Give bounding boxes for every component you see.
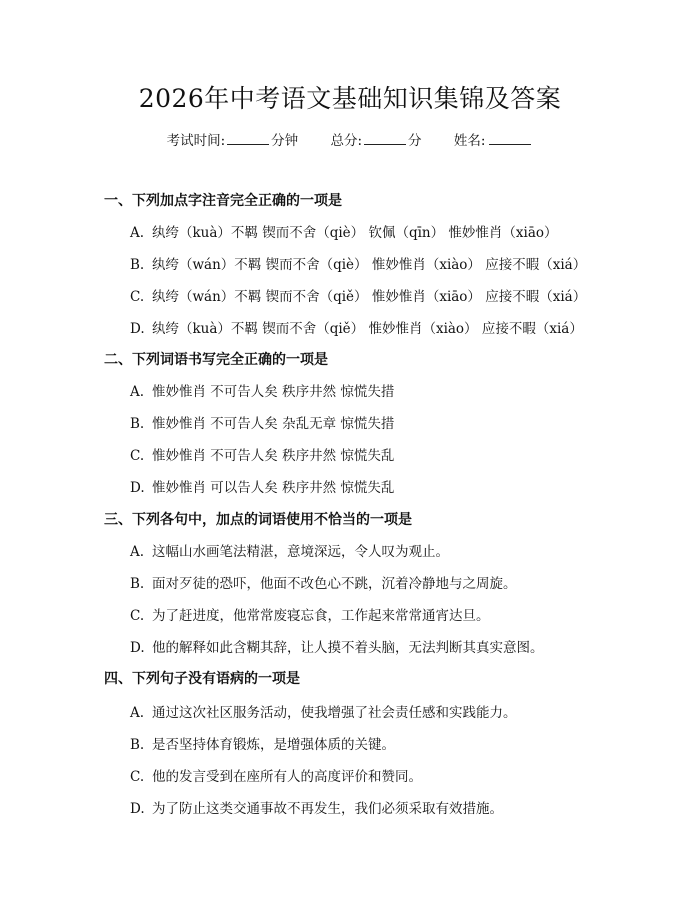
option-item — [130, 287, 586, 307]
exam-time — [167, 131, 299, 151]
option-letter: B. — [130, 576, 145, 592]
option-letter: D. — [130, 640, 145, 656]
time-blank — [227, 132, 269, 145]
question-title: 三、下列各句中，加点的词语使用不恰当的一项是 — [104, 512, 412, 528]
time-label: 考试时间: — [166, 133, 226, 149]
name-blank — [489, 132, 531, 145]
option-item — [130, 542, 449, 562]
page-title: 2026年中考语文基础知识集锦及答案 — [138, 84, 562, 113]
option-text: 纨绔（kuà）不羁 锲而不舍（qiè） 钦佩（qīn） 惟妙惟肖（xiāo） — [152, 225, 558, 241]
option-letter: A. — [130, 544, 145, 560]
question-title: 二、下列词语书写完全正确的一项是 — [104, 352, 328, 368]
score-label: 总分: — [330, 133, 363, 149]
option-text: 他的解释如此含糊其辞，让人摸不着头脑，无法判断其真实意图。 — [152, 640, 544, 656]
option-text: 纨绔（wán）不羁 锲而不舍（qiě） 惟妙惟肖（xiāo） 应接不暇（xiá） — [152, 289, 587, 305]
option-text: 面对歹徒的恐吓，他面不改色心不跳，沉着冷静地与之周旋。 — [152, 576, 517, 592]
score-blank — [364, 132, 406, 145]
option-item — [130, 703, 517, 723]
option-text: 为了防止这类交通事故不再发生，我们必须采取有效措施。 — [152, 801, 503, 817]
option-item — [130, 319, 583, 339]
option-letter: B. — [130, 257, 145, 273]
option-text: 纨绔（kuà）不羁 锲而不舍（qiě） 惟妙惟肖（xiào） 应接不暇（xiá） — [152, 321, 583, 337]
option-text: 惟妙惟肖 不可告人矣 秩序井然 惊慌失措 — [152, 384, 395, 400]
option-item — [130, 446, 394, 466]
option-item — [130, 382, 394, 402]
option-text: 惟妙惟肖 可以告人矣 秩序井然 惊慌失乱 — [152, 480, 395, 496]
option-item — [130, 574, 517, 594]
option-letter: C. — [130, 608, 145, 624]
option-text: 通过这次社区服务活动，使我增强了社会责任感和实践能力。 — [152, 705, 517, 721]
exam-meta — [0, 131, 700, 151]
option-text: 为了赶进度，他常常废寝忘食，工作起来常常通宵达旦。 — [152, 608, 490, 624]
option-item — [130, 478, 394, 498]
option-letter: B. — [130, 737, 145, 753]
option-letter: D. — [130, 321, 145, 337]
option-letter: D. — [130, 801, 145, 817]
option-item — [130, 799, 503, 819]
name-label: 姓名: — [453, 133, 486, 149]
total-score — [330, 131, 421, 151]
option-item — [130, 735, 395, 755]
option-text: 纨绔（wán）不羁 锲而不舍（qiè） 惟妙惟肖（xiào） 应接不暇（xiá） — [152, 257, 587, 273]
option-letter: B. — [130, 416, 145, 432]
option-letter: C. — [130, 769, 145, 785]
question-title: 四、下列句子没有语病的一项是 — [104, 671, 300, 687]
option-item — [130, 767, 422, 787]
option-text: 惟妙惟肖 不可告人矣 秩序井然 惊慌失乱 — [152, 448, 395, 464]
option-text: 他的发言受到在座所有人的高度评价和赞同。 — [152, 769, 422, 785]
option-letter: A. — [130, 225, 145, 241]
option-item — [130, 255, 586, 275]
score-unit: 分 — [408, 133, 422, 149]
option-item — [130, 638, 544, 658]
option-letter: A. — [130, 384, 145, 400]
time-unit: 分钟 — [271, 133, 299, 149]
option-text: 是否坚持体育锻炼，是增强体质的关键。 — [152, 737, 395, 753]
question-title: 一、下列加点字注音完全正确的一项是 — [104, 193, 342, 209]
option-item — [130, 414, 394, 434]
option-text: 惟妙惟肖 不可告人矣 杂乱无章 惊慌失措 — [152, 416, 395, 432]
student-name — [454, 131, 534, 151]
option-letter: C. — [130, 289, 145, 305]
option-letter: C. — [130, 448, 145, 464]
option-letter: A. — [130, 705, 145, 721]
option-item — [130, 223, 558, 243]
option-item — [130, 606, 490, 626]
option-letter: D. — [130, 480, 145, 496]
option-text: 这幅山水画笔法精湛，意境深远，令人叹为观止。 — [152, 544, 449, 560]
